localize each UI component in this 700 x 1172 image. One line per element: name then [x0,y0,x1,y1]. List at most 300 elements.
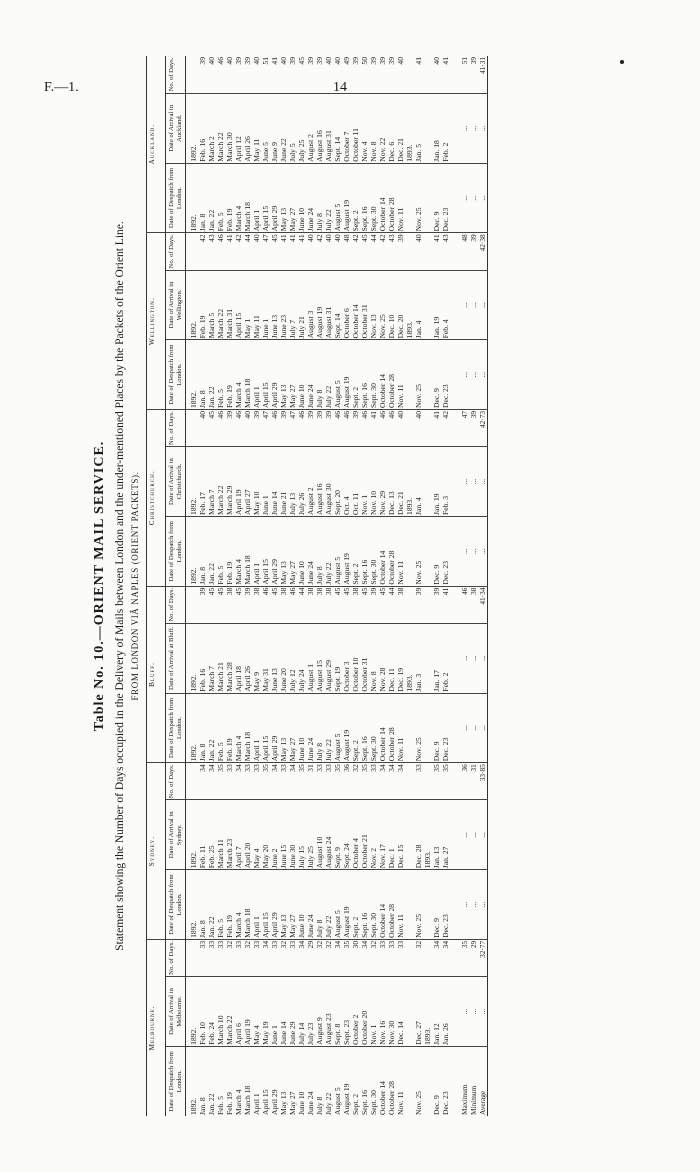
days-cell: 41 [432,410,441,447]
days-cell: 45 [333,586,342,623]
despatch-date-cell: March 18 [243,163,252,233]
arrival-date-cell: August 30 [324,447,333,517]
summary-fill: ... [469,163,478,233]
arrival-date-cell: March 5 [207,270,216,340]
arrival-date-cell: June 15 [279,800,288,870]
arrival-date-cell: August 9 [315,977,324,1047]
despatch-date-cell: April 15 [261,1046,270,1116]
despatch-date-cell: Jan. 22 [207,870,216,940]
days-cell [423,586,432,623]
days-cell [186,939,199,976]
arrival-date-cell [423,623,432,693]
despatch-date-cell: April 15 [261,693,270,763]
arrival-date-cell: July 26 [297,447,306,517]
days-cell: 39 [198,586,207,623]
arrival-date-cell: Dec. 15 [396,800,405,870]
arrival-date-cell: Feb. 2 [441,94,450,164]
arrival-date-cell: May 4 [252,977,261,1047]
arrival-date-cell: July 5 [288,94,297,164]
despatch-date-cell: June 24 [306,163,315,233]
days-cell: 39 [279,410,288,447]
days-cell: 46 [297,410,306,447]
average-row [478,56,488,1116]
despatch-date-cell: Feb. 5 [216,163,225,233]
table-title: Table No. 10.—ORIENT MAIL SERVICE. [92,440,107,732]
despatch-date-cell [405,870,414,940]
despatch-date-cell: October 14 [378,163,387,233]
arrival-date-cell: October 14 [351,270,360,340]
despatch-date-cell [423,1046,432,1116]
arrival-date-cell: Nov. 28 [378,623,387,693]
days-cell: 32 [243,939,252,976]
days-cell: 40 [252,57,262,65]
despatch-date-cell: May 13 [279,516,288,586]
despatch-date-cell: Jan. 8 [198,516,207,586]
arrival-date-cell: Nov. 2 [369,800,378,870]
arrival-date-cell: March 7 [207,447,216,517]
arrival-date-cell: Jan. 26 [441,977,450,1047]
summary-fill: ... [455,623,469,693]
despatch-date-cell: Nov. 11 [396,163,405,233]
days-cell: 33 [378,939,387,976]
table-row [297,56,306,1116]
arrival-date-cell: May 4 [252,800,261,870]
despatch-date-cell: Sept. 2 [351,163,360,233]
average-days-cell: 42·38 [478,233,488,270]
despatch-date-cell: Nov. 11 [396,340,405,410]
days-cell: 45 [297,57,307,65]
despatch-date-cell: June 10 [297,1046,306,1116]
arrival-date-cell: Jan. 4 [414,447,423,517]
arrival-date-cell: Sept. 23 [342,977,351,1047]
despatch-date-cell: Sept. 16 [360,163,369,233]
arrival-date-cell: May 31 [261,623,270,693]
despatch-date-cell: Nov. 25 [414,163,423,233]
table-row [279,56,288,1116]
arrival-date-cell: Dec. 28 [414,800,423,870]
days-cell: 33 [234,939,243,976]
arrival-date-cell: June 30 [288,800,297,870]
despatch-date-cell: Dec. 23 [441,340,450,410]
days-cell: 40 [396,410,405,447]
arrival-date-cell: Dec. 21 [396,447,405,517]
arrival-column-header: Date of Arrival in Christchurch. [166,447,186,517]
despatch-date-cell: October 14 [378,870,387,940]
despatch-date-cell: Jan. 8 [198,340,207,410]
minimum-days-cell: 31 [469,763,478,800]
days-cell: 39 [369,586,378,623]
days-cell: 40 [252,233,261,270]
arrival-date-cell: Jan. 19 [432,270,441,340]
days-cell: 39 [306,57,316,65]
despatch-date-cell: Nov. 25 [414,870,423,940]
despatch-date-cell: Sept. 30 [369,693,378,763]
arrival-date-cell: April 6 [234,977,243,1047]
maximum-days-cell: 47 [455,410,469,447]
minimum-days-cell: 38 [469,586,478,623]
days-cell: 41 [441,57,451,65]
days-cell: 39 [351,410,360,447]
despatch-date-cell: Dec. 23 [441,163,450,233]
arrival-date-cell: 1893. [405,94,414,164]
ink-dot [620,60,624,64]
despatch-date-cell: April 29 [270,163,279,233]
despatch-date-cell: May 27 [288,516,297,586]
city-header: Bluff. [147,586,166,763]
summary-fill: ... [478,870,488,940]
days-cell: 45 [270,586,279,623]
despatch-date-cell: April 15 [261,516,270,586]
despatch-date-cell: Feb. 5 [216,1046,225,1116]
arrival-date-cell: June 23 [279,270,288,340]
days-cell: 30 [351,939,360,976]
days-cell: 34 [261,939,270,976]
days-cell [405,939,414,976]
despatch-date-cell: May 27 [288,1046,297,1116]
arrival-date-cell: October 31 [360,623,369,693]
arrival-date-cell: May 19 [261,977,270,1047]
arrival-date-cell: June 1 [270,977,279,1047]
days-cell: 34 [378,763,387,800]
despatch-date-cell: May 13 [279,870,288,940]
despatch-date-cell: Sept. 2 [351,693,360,763]
summary-fill: ... [478,447,488,517]
despatch-date-cell: May 13 [279,340,288,410]
days-cell: 46 [342,410,351,447]
days-cell: 33 [279,763,288,800]
arrival-date-cell: Feb. 16 [198,94,207,164]
arrival-date-cell: July 23 [306,977,315,1047]
days-cell [423,939,432,976]
minimum-row [469,56,478,1116]
arrival-date-cell: Feb. 17 [198,447,207,517]
despatch-date-cell: Sept. 30 [369,163,378,233]
arrival-date-cell: March 21 [216,623,225,693]
days-cell: 38 [252,586,261,623]
summary-fill: ... [478,94,488,164]
average-days-cell: 32·77 [478,939,488,976]
arrival-date-cell: June 14 [270,447,279,517]
arrival-date-cell: June 14 [279,977,288,1047]
arrival-date-cell: March 30 [225,94,234,164]
days-cell: 33 [387,939,396,976]
despatch-date-cell: Jan. 22 [207,340,216,410]
despatch-date-cell: Dec. 23 [441,1046,450,1116]
arrival-date-cell: July 25 [306,800,315,870]
arrival-date-cell: August 10 [315,800,324,870]
arrival-date-cell: April 19 [243,977,252,1047]
despatch-date-cell: Sept. 30 [369,516,378,586]
arrival-date-cell: Nov. 16 [378,977,387,1047]
despatch-date-cell: October 14 [378,340,387,410]
despatch-column-header: Date of Despatch from London. [166,870,186,940]
despatch-date-cell: July 22 [324,870,333,940]
days-cell: 34 [297,939,306,976]
arrival-date-cell: April 20 [243,800,252,870]
despatch-date-cell: 1892. [186,516,199,586]
days-column-header: No. of Days. [166,939,186,976]
arrival-column-header: Date of Arrival at Bluff. [166,623,186,693]
despatch-date-cell: June 10 [297,163,306,233]
arrival-date-cell: June 2 [270,800,279,870]
days-cell [186,763,199,800]
despatch-date-cell: Feb. 5 [216,340,225,410]
arrival-date-cell: Dec. 14 [396,977,405,1047]
summary-fill: ... [455,870,469,940]
table-row [396,56,405,1116]
table-row [387,56,396,1116]
arrival-date-cell: July 21 [297,270,306,340]
days-cell: 39 [315,57,325,65]
arrival-date-cell: July 25 [297,94,306,164]
arrival-date-cell: March 29 [225,447,234,517]
table-row [270,56,279,1116]
days-cell: 41 [432,233,441,270]
arrival-date-cell: May 11 [252,94,261,164]
arrival-date-cell: August 16 [315,94,324,164]
arrival-date-cell: Jan. 12 [432,977,441,1047]
despatch-date-cell: Sept. 2 [351,870,360,940]
days-cell: 41 [279,233,288,270]
arrival-date-cell: April 26 [243,623,252,693]
arrival-date-cell: Feb. 10 [198,977,207,1047]
despatch-date-cell: March 4 [234,163,243,233]
arrival-date-cell: May 9 [252,623,261,693]
summary-label: Maximum [455,1046,469,1116]
arrival-date-cell: 1893. [405,623,414,693]
arrival-date-cell: Dec. 11 [387,623,396,693]
arrival-date-cell: Nov. 8 [369,94,378,164]
arrival-date-cell: Sept. 24 [342,800,351,870]
arrival-column-header: Date of Arrival in Sydney. [166,800,186,870]
arrival-date-cell: March 31 [225,270,234,340]
days-cell: 32 [315,939,324,976]
days-cell: 46 [216,233,225,270]
days-cell: 39 [225,410,234,447]
table-body [186,56,488,1116]
arrival-date-cell: April 19 [234,447,243,517]
despatch-date-cell: Sept. 30 [369,1046,378,1116]
days-cell: 49 [342,57,352,65]
arrival-date-cell: Feb. 2 [441,623,450,693]
arrival-date-cell: August 31 [324,270,333,340]
despatch-date-cell: Nov. 11 [396,1046,405,1116]
despatch-date-cell: August 19 [342,870,351,940]
days-cell: 34 [198,763,207,800]
despatch-date-cell: June 10 [297,870,306,940]
arrival-date-cell: March 22 [225,977,234,1047]
days-cell [405,233,414,270]
summary-fill: ... [469,94,478,164]
despatch-date-cell: August 19 [342,1046,351,1116]
days-cell: 51 [261,57,271,65]
days-cell: 33 [324,763,333,800]
despatch-date-cell: May 13 [279,1046,288,1116]
table-row [360,56,369,1116]
days-cell: 39 [243,586,252,623]
arrival-date-cell: August 31 [324,94,333,164]
days-cell: 33 [243,763,252,800]
summary-fill: ... [478,800,488,870]
despatch-date-cell: April 1 [252,693,261,763]
despatch-date-cell: July 22 [324,516,333,586]
despatch-date-cell: Feb. 19 [225,340,234,410]
arrival-date-cell: 1893. [423,977,432,1047]
summary-fill: ... [455,270,469,340]
days-cell: 33 [225,763,234,800]
despatch-date-cell: July 8 [315,870,324,940]
arrival-date-cell: 1893. [405,447,414,517]
summary-fill: ... [469,516,478,586]
despatch-date-cell: April 1 [252,340,261,410]
despatch-date-cell: July 22 [324,163,333,233]
arrival-date-cell: Jan. 18 [432,94,441,164]
arrival-date-cell: October 10 [351,623,360,693]
despatch-date-cell: June 10 [297,693,306,763]
despatch-date-cell: 1892. [186,163,199,233]
arrival-date-cell: April 18 [234,623,243,693]
days-cell: 45 [207,586,216,623]
despatch-date-cell: Nov. 11 [396,693,405,763]
despatch-date-cell [423,870,432,940]
arrival-date-cell: July 13 [288,447,297,517]
minimum-days-cell: 39 [469,57,479,65]
days-cell: 33 [216,939,225,976]
summary-fill: ... [455,447,469,517]
summary-fill: ... [478,516,488,586]
maximum-days-cell: 48 [455,233,469,270]
arrival-date-cell: Nov. 10 [369,447,378,517]
days-cell: 44 [369,233,378,270]
arrival-date-cell: October 2 [351,977,360,1047]
arrival-date-cell: August 2 [306,94,315,164]
despatch-date-cell: May 27 [288,693,297,763]
table-row [315,56,324,1116]
despatch-date-cell: Jan. 22 [207,516,216,586]
days-cell: 42 [378,233,387,270]
arrival-date-cell: Dec. 13 [387,447,396,517]
days-column-header: No. of Days. [166,586,186,623]
arrival-date-cell: Dec. 1 [387,800,396,870]
arrival-date-cell: July 15 [297,800,306,870]
days-cell: 39 [378,57,388,65]
despatch-date-cell: June 24 [306,340,315,410]
despatch-date-cell: March 18 [243,340,252,410]
despatch-date-cell: April 1 [252,516,261,586]
days-cell: 50 [360,57,370,65]
despatch-date-cell: August 19 [342,693,351,763]
despatch-date-cell: August 19 [342,163,351,233]
arrival-date-cell: Sept. 14 [333,94,342,164]
despatch-date-cell: Dec. 9 [432,516,441,586]
days-cell: 44 [387,586,396,623]
arrival-date-cell: Dec. 27 [414,977,423,1047]
summary-fill: ... [478,163,488,233]
days-cell: 46 [261,586,270,623]
table-row [423,56,432,1116]
arrival-date-cell: June 1 [261,447,270,517]
despatch-date-cell: March 4 [234,870,243,940]
arrival-date-cell: Feb. 25 [207,800,216,870]
days-cell: 39 [306,410,315,447]
days-cell: 40 [207,57,217,65]
arrival-date-cell: March 22 [216,270,225,340]
arrival-date-cell: Feb. 16 [198,623,207,693]
despatch-date-cell: Jan. 8 [198,693,207,763]
despatch-date-cell: March 18 [243,693,252,763]
days-cell: 40 [324,57,334,65]
arrival-date-cell: Feb. 4 [441,270,450,340]
arrival-date-cell: May 10 [252,447,261,517]
arrival-date-cell: June 1 [261,270,270,340]
days-cell: 41 [297,233,306,270]
despatch-date-cell [423,340,432,410]
days-cell: 34 [387,763,396,800]
summary-fill: ... [455,94,469,164]
days-cell: 40 [225,57,235,65]
days-cell: 38 [315,586,324,623]
arrival-date-cell: Jan. 27 [441,800,450,870]
despatch-date-cell: Dec. 9 [432,693,441,763]
days-cell: 34 [396,763,405,800]
summary-fill: ... [469,623,478,693]
arrival-date-cell: August 29 [324,623,333,693]
days-cell: 35 [333,763,342,800]
arrival-date-cell: April 15 [234,270,243,340]
days-cell: 41 [369,410,378,447]
days-cell: 34 [270,763,279,800]
city-header: Auckland. [147,56,166,233]
days-cell: 43 [387,233,396,270]
days-column-header: No. of Days. [166,410,186,447]
arrival-date-cell: June 9 [270,94,279,164]
days-cell: 45 [378,586,387,623]
arrival-date-cell: Jan. 19 [432,447,441,517]
city-header: Wellington. [147,233,166,410]
days-cell: 41 [288,233,297,270]
despatch-date-cell: June 24 [306,1046,315,1116]
despatch-date-cell: October 14 [378,693,387,763]
days-cell: 40 [432,57,442,65]
despatch-date-cell: 1892. [186,1046,199,1116]
days-cell: 35 [261,763,270,800]
despatch-date-cell: October 28 [387,1046,396,1116]
days-cell: 43 [207,233,216,270]
days-cell: 38 [351,586,360,623]
arrival-date-cell: Sept. 9 [333,800,342,870]
despatch-date-cell: March 18 [243,1046,252,1116]
days-cell: 34 [207,763,216,800]
arrival-date-cell: August 2 [306,447,315,517]
days-cell: 40 [324,233,333,270]
days-cell: 39 [234,57,244,65]
column-header-row [166,56,186,1116]
despatch-date-cell: August 19 [342,340,351,410]
table-row [414,56,423,1116]
despatch-date-cell: Jan. 8 [198,1046,207,1116]
days-cell: 40 [414,233,423,270]
days-cell: 40 [414,410,423,447]
despatch-date-cell: Feb. 19 [225,693,234,763]
table-row [342,56,351,1116]
despatch-date-cell: July 8 [315,340,324,410]
despatch-date-cell: Sept. 30 [369,340,378,410]
table-row [186,56,199,1116]
arrival-date-cell: Nov. 8 [369,623,378,693]
days-cell: 39 [198,57,208,65]
days-cell: 34 [234,763,243,800]
arrival-date-cell: Nov. 25 [378,270,387,340]
